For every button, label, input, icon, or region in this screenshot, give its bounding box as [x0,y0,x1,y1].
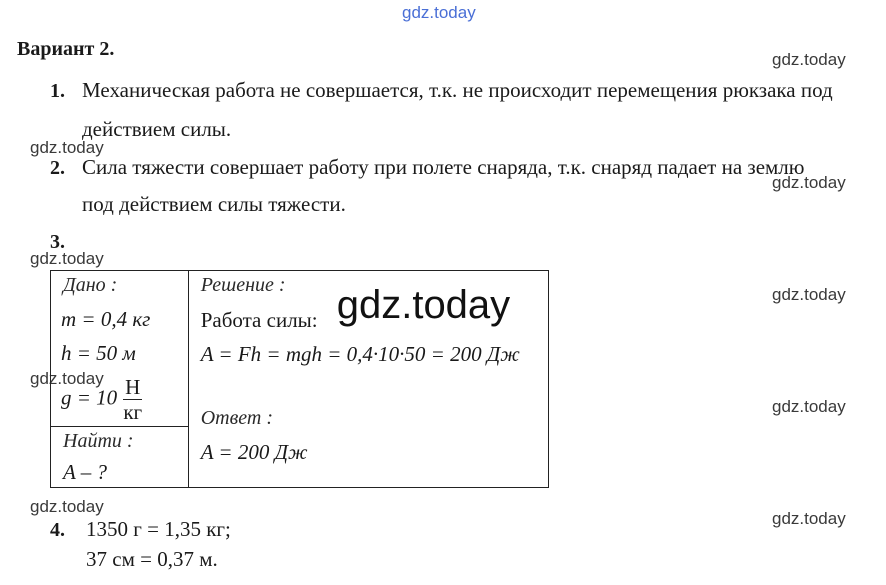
conversion-line: 37 см = 0,37 м. [86,547,218,571]
page-title: Вариант 2. [17,38,115,60]
given-cell [51,271,189,427]
conversion-line: 1350 г = 1,35 кг; [86,517,231,541]
gravity-value: g = 10 [61,385,118,410]
given-height: h = 50 м [61,341,136,365]
given-label: Дано : [63,274,118,296]
watermark-right: gdz.today [772,397,846,416]
solution-label: Решение : [200,274,286,296]
item-number: 2. [50,157,65,179]
answer-value: A = 200 Дж [200,440,308,464]
watermark-left: gdz.today [30,369,104,388]
watermark-right: gdz.today [772,173,846,192]
watermark-left: gdz.today [30,497,104,516]
item-number: 3. [50,231,65,253]
watermark-top: gdz.today [402,3,476,22]
find-value: A – ? [63,460,107,484]
watermark-big: gdz.today [336,283,511,327]
gravity-unit: $\frac{Н}{кг}$ [123,375,143,424]
solution-formula: A = Fh = mgh = 0,4·10·50 = 200 Дж [200,342,520,366]
watermark-left: gdz.today [30,138,104,157]
given-gravity [61,375,142,424]
solution-table [50,270,549,488]
item-number: 1. [50,80,65,102]
item-text: действием силы. [82,117,232,141]
solution-cell [188,271,548,488]
item-text: Механическая работа не совершается, т.к. не происходит перемещения рюкзака под [82,78,833,102]
watermark-left: gdz.today [30,249,104,268]
item-text: под действием силы тяжести. [82,192,346,216]
find-cell [51,427,189,488]
solution-text: Работа силы: [200,308,318,332]
watermark-right: gdz.today [772,50,846,69]
item-text: Сила тяжести совершает работу при полете снаряда, т.к. снаряд падает на землю [82,155,805,179]
given-mass: m = 0,4 кг [61,307,151,331]
watermark-right: gdz.today [772,509,846,528]
item-number: 4. [50,519,65,541]
answer-label: Ответ : [200,407,274,429]
watermark-right: gdz.today [772,285,846,304]
find-label: Найти : [63,430,134,452]
